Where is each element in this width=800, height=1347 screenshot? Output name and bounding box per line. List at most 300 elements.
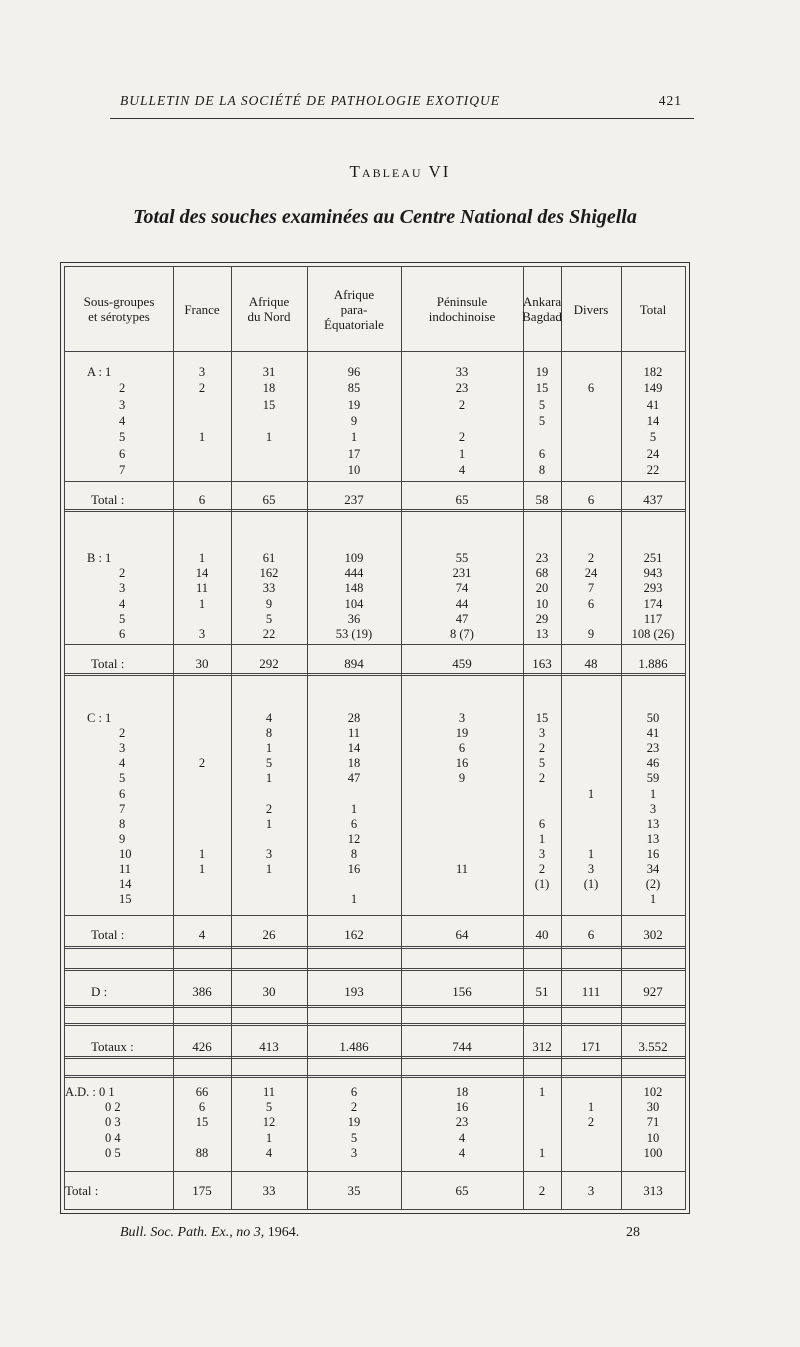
table-cell: 65 [455,1183,469,1198]
table-cell: 17 [347,446,361,461]
table-cell: 14 [195,566,209,581]
table-cell: 1.886 [638,656,668,671]
table-cell: 1 [649,892,657,907]
table-cell: 2 [198,381,206,396]
table-cell: 26 [262,927,276,942]
table-cell: 231 [452,566,472,581]
table-cell: 2 [198,756,206,771]
total-row [61,492,689,507]
table-cell: 16 [455,1100,469,1115]
table-cell: 111 [581,984,601,999]
table-cell: 162 [259,566,279,581]
table-cell: 23 [646,741,660,756]
table-row [61,463,689,478]
table-cell: 9 [350,413,358,428]
table-cell: 108 (26) [631,627,675,641]
table-cell: 16 [646,846,660,861]
table-row [61,1115,689,1130]
row-label: 5 [119,771,126,786]
table-cell: 71 [646,1115,660,1130]
table-row [61,1100,689,1115]
row-label: 0 5 [105,1145,121,1160]
table-cell: 41 [646,397,660,412]
table-cell: 5 [265,611,273,626]
table-cell: 444 [344,566,364,581]
table-cell: 2 [587,551,595,565]
table-cell: 18 [455,1085,469,1099]
table-row [61,787,689,802]
table-cell: 1 [198,846,206,861]
table-cell: 6 [198,1100,206,1115]
table-cell: 18 [347,756,361,771]
table-cell: 74 [455,581,469,596]
table-cell: 6 [538,816,546,831]
table-cell: 35 [347,1183,361,1198]
table-cell: 5 [649,430,657,445]
table-cell: 11 [347,726,361,741]
table-row [61,832,689,847]
table-cell: 10 [535,596,549,611]
row-rule [65,673,685,676]
row-label: 5 [119,430,126,445]
table-cell: 3.552 [638,1039,668,1054]
table-cell: 6 [350,816,358,831]
table-cell: 64 [455,927,469,942]
table-row [61,1131,689,1146]
table-cell: 1 [458,446,466,461]
sheet-number: 28 [626,1225,640,1240]
table-cell: 13 [535,627,549,641]
table-cell: 104 [344,596,364,611]
table-cell: 3 [538,726,546,741]
table-cell: 156 [452,984,472,999]
table-cell: 1 [198,596,206,611]
table-cell: 3 [587,1183,595,1198]
row-label: 4 [119,413,126,428]
table-cell: 4 [458,1130,466,1145]
table-cell: 293 [643,581,663,596]
table-subtitle: Total des souches examinées au Centre National des Shigella [133,206,637,228]
table-cell: 48 [584,656,598,671]
table-cell: 34 [646,862,660,876]
table-cell: (1) [583,877,599,892]
table-cell: 40 [535,927,549,942]
column-header: France [184,301,220,317]
row-label: Totaux : [91,1039,134,1054]
table-cell: 8 [265,726,273,741]
table-cell: 65 [455,492,469,507]
table-row [61,1146,689,1161]
table-cell: 30 [262,984,276,999]
table-cell: 459 [452,656,472,671]
table-cell: 4 [458,462,466,477]
column-header: Ankara Bagdad [522,294,562,324]
table-cell: 30 [195,656,209,671]
table-cell: 96 [347,365,361,379]
table-cell: 2 [538,771,546,786]
table-row [61,581,689,596]
row-label: Total : [91,656,125,671]
column-header: Afrique para- Équatoriale [324,286,384,332]
table-cell: 1 [265,1130,273,1145]
table-cell: 85 [347,381,361,396]
row-label: Total : [65,1183,99,1198]
table-cell: 10 [347,462,361,477]
table-cell: 5 [265,756,273,771]
table-row [61,756,689,771]
table-row [61,711,689,726]
table-cell: 22 [262,627,276,641]
table-cell: 3 [198,627,206,641]
row-rule [65,1171,685,1172]
row-label: 14 [119,877,132,892]
row-label: 6 [119,627,126,641]
table-cell: 193 [344,984,364,999]
row-label: 5 [119,611,126,626]
table-cell: 2 [538,1183,546,1198]
table-row [61,817,689,832]
table-cell: 68 [535,566,549,581]
table-cell: 15 [195,1115,209,1130]
table-cell: 437 [643,492,663,507]
table-row [61,741,689,756]
table-cell: 1 [198,551,206,565]
row-rule [65,644,685,645]
table-cell: 6 [198,492,206,507]
table-cell: 5 [350,1130,358,1145]
table-cell: 1 [265,771,273,786]
table-cell: 19 [347,397,361,412]
row-label: 6 [119,786,126,801]
table-row [61,802,689,817]
table-row [61,398,689,413]
table-cell: 3 [649,801,657,816]
row-label: D : [91,984,108,999]
table-cell: 58 [535,492,549,507]
table-cell: 88 [195,1145,209,1160]
table-cell: 23 [455,1115,469,1130]
table-cell: 413 [259,1039,279,1054]
table-row [61,430,689,445]
table-cell: 4 [198,927,206,942]
table-cell: 20 [535,581,549,596]
row-label: 15 [119,892,132,907]
table-cell: 1.486 [339,1039,369,1054]
table-cell: 19 [535,365,549,379]
total-row [61,984,689,999]
table-cell: 4 [265,1145,273,1160]
table-cell: 29 [535,611,549,626]
table-cell: 65 [262,492,276,507]
table-cell: 33 [262,1183,276,1198]
table-cell: 15 [535,381,549,396]
table-cell: 6 [350,1085,358,1099]
table-cell: 109 [344,551,364,565]
row-rule [65,481,685,482]
table-row [61,414,689,429]
row-label: 4 [119,596,126,611]
table-cell: 59 [646,771,660,786]
row-label: B : 1 [87,551,112,565]
table-cell: 4 [458,1145,466,1160]
table-row [61,877,689,892]
table-row [61,726,689,741]
table-cell: 18 [262,381,276,396]
table-cell: 7 [587,581,595,596]
table-cell: 386 [192,984,212,999]
table-cell: 50 [646,711,660,725]
table-cell: 313 [643,1183,663,1198]
table-cell: 3 [538,846,546,861]
table-cell: 55 [455,551,469,565]
table-row [61,551,689,566]
table-cell: 5 [538,413,546,428]
table-cell: 6 [538,446,546,461]
table-cell: 2 [538,741,546,756]
table-cell: 23 [455,381,469,396]
table-row [61,847,689,862]
total-row [61,1183,689,1198]
table-cell: 1 [538,1145,546,1160]
table-cell: 302 [643,927,663,942]
table-cell: 19 [455,726,469,741]
journal-title: BULLETIN DE LA SOCIÉTÉ DE PATHOLOGIE EXOTIQUE [120,93,501,108]
table-cell: 66 [195,1085,209,1099]
table-cell: 1 [649,786,657,801]
row-label: 7 [119,801,126,816]
running-header [120,93,680,113]
table-cell: 1 [265,430,273,445]
table-cell: 4 [265,711,273,725]
table-cell: 24 [646,446,660,461]
column-header: Sous-groupes et sérotypes [83,294,155,324]
table-cell: 15 [535,711,549,725]
table-cell: 51 [535,984,549,999]
table-cell: 47 [347,771,361,786]
header-rule [110,118,694,119]
table-cell: 9 [458,771,466,786]
table-cell: 6 [587,492,595,507]
table-cell: 10 [646,1130,660,1145]
row-label: Total : [91,492,125,507]
table-cell: 292 [259,656,279,671]
table-cell: 175 [192,1183,212,1198]
table-row [61,365,689,380]
table-cell: 1 [265,816,273,831]
table-cell: 251 [643,551,663,565]
row-label: 4 [119,756,126,771]
table-cell: 36 [347,611,361,626]
table-cell: 2 [458,430,466,445]
table-row [61,612,689,627]
column-header: Divers [573,301,609,317]
table-cell: 23 [535,551,549,565]
page-number: 421 [658,93,682,108]
table-cell: (2) [645,877,661,892]
citation: Bull. Soc. Path. Ex., no 3, 1964. [120,1225,300,1240]
table-cell: 13 [646,816,660,831]
table-cell: 102 [643,1085,663,1099]
table-cell: 22 [646,462,660,477]
row-rule [65,351,685,352]
table-cell: 6 [587,927,595,942]
table-cell: 174 [643,596,663,611]
table-cell: 46 [646,756,660,771]
table-cell: 16 [455,756,469,771]
table-cell: 182 [643,365,663,379]
table-row [61,597,689,612]
table-cell: 31 [262,365,276,379]
row-label: 7 [119,462,126,477]
total-row [61,927,689,942]
column-header: Péninsule indochinoise [428,294,496,324]
table-cell: 1 [587,1100,595,1115]
table-cell: 2 [538,862,546,876]
table-cell: 11 [455,862,469,876]
table-cell: 1 [198,862,206,876]
column-header: Total [639,301,667,317]
table-cell: 8 [350,846,358,861]
row-label: 6 [119,446,126,461]
table-row [61,447,689,462]
table-cell: 2 [265,801,273,816]
row-label: Total : [91,927,125,942]
table-cell: 24 [584,566,598,581]
table-cell: 1 [265,862,273,876]
row-label: 2 [119,566,126,581]
row-label: 0 2 [105,1100,121,1115]
table-row [61,1085,689,1100]
table-cell: 28 [347,711,361,725]
table-cell: 13 [646,831,660,846]
table-cell: 47 [455,611,469,626]
table-cell: 100 [643,1145,663,1160]
table-cell: 8 (7) [450,627,474,641]
table-row [61,566,689,581]
total-row [61,1039,689,1054]
row-label: 0 3 [105,1115,121,1130]
column-header: Afrique du Nord [247,294,291,324]
row-label: 10 [119,846,132,861]
table-cell: 1 [587,846,595,861]
row-label: 2 [119,381,126,396]
table-cell: 171 [581,1039,601,1054]
row-label: C : 1 [87,711,112,725]
row-label: 11 [119,862,132,876]
row-label: 8 [119,816,126,831]
table-cell: 1 [350,801,358,816]
table-cell: 16 [347,862,361,876]
table-cell: 3 [350,1145,358,1160]
table-cell: 12 [347,831,361,846]
table-cell: 1 [587,786,595,801]
table-cell: 1 [350,892,358,907]
table-row [61,627,689,642]
table-row [61,381,689,396]
table-cell: 6 [587,381,595,396]
row-rule [65,915,685,916]
row-label: A : 1 [87,365,112,379]
row-rule [65,946,685,949]
table-cell: 237 [344,492,364,507]
table-cell: 894 [344,656,364,671]
table-cell: 1 [350,430,358,445]
table-cell: 12 [262,1115,276,1130]
table-cell: 15 [262,397,276,412]
table-cell: 744 [452,1039,472,1054]
table-cell: 41 [646,726,660,741]
table-row [61,771,689,786]
table-cell: 149 [643,381,663,396]
table-cell: 6 [587,596,595,611]
table-cell: 162 [344,927,364,942]
table-cell: 14 [347,741,361,756]
table-cell: 30 [646,1100,660,1115]
table-cell: 148 [344,581,364,596]
table-cell: 2 [458,397,466,412]
table-cell: 6 [458,741,466,756]
table-cell: 927 [643,984,663,999]
table-row [61,892,689,907]
table-cell: 44 [455,596,469,611]
row-label: 9 [119,831,126,846]
total-row [61,656,689,671]
table-cell: 5 [538,756,546,771]
table-cell: 1 [538,1085,546,1099]
table-title: Tableau VI [349,162,451,181]
row-label: 0 4 [105,1130,121,1145]
table-row [61,862,689,877]
row-rule [65,1023,685,1026]
table-cell: 3 [458,711,466,725]
table-cell: 11 [262,1085,276,1099]
row-rule [65,509,685,512]
row-label: 3 [119,581,126,596]
row-rule [65,1056,685,1059]
row-label: 3 [119,741,126,756]
table-cell: 1 [538,831,546,846]
table-cell: 53 (19) [335,627,373,641]
row-rule [65,1075,685,1078]
table-cell: 117 [643,611,663,626]
data-table [60,262,690,1214]
table-cell: 61 [262,551,276,565]
table-cell: 426 [192,1039,212,1054]
table-cell: 9 [265,596,273,611]
table-cell: (1) [534,877,550,892]
table-cell: 2 [350,1100,358,1115]
table-cell: 5 [265,1100,273,1115]
row-rule [65,1005,685,1008]
table-cell: 9 [587,627,595,641]
table-cell: 11 [195,581,209,596]
table-cell: 33 [455,365,469,379]
row-label: 2 [119,726,126,741]
table-cell: 14 [646,413,660,428]
table-cell: 5 [538,397,546,412]
table-cell: 33 [262,581,276,596]
table-cell: 3 [265,846,273,861]
table-cell: 943 [643,566,663,581]
table-cell: 3 [587,862,595,876]
table-cell: 1 [265,741,273,756]
table-cell: 2 [587,1115,595,1130]
table-cell: 19 [347,1115,361,1130]
table-cell: 1 [198,430,206,445]
row-label: A.D. : 0 1 [65,1085,115,1099]
row-label: 3 [119,397,126,412]
table-cell: 8 [538,462,546,477]
